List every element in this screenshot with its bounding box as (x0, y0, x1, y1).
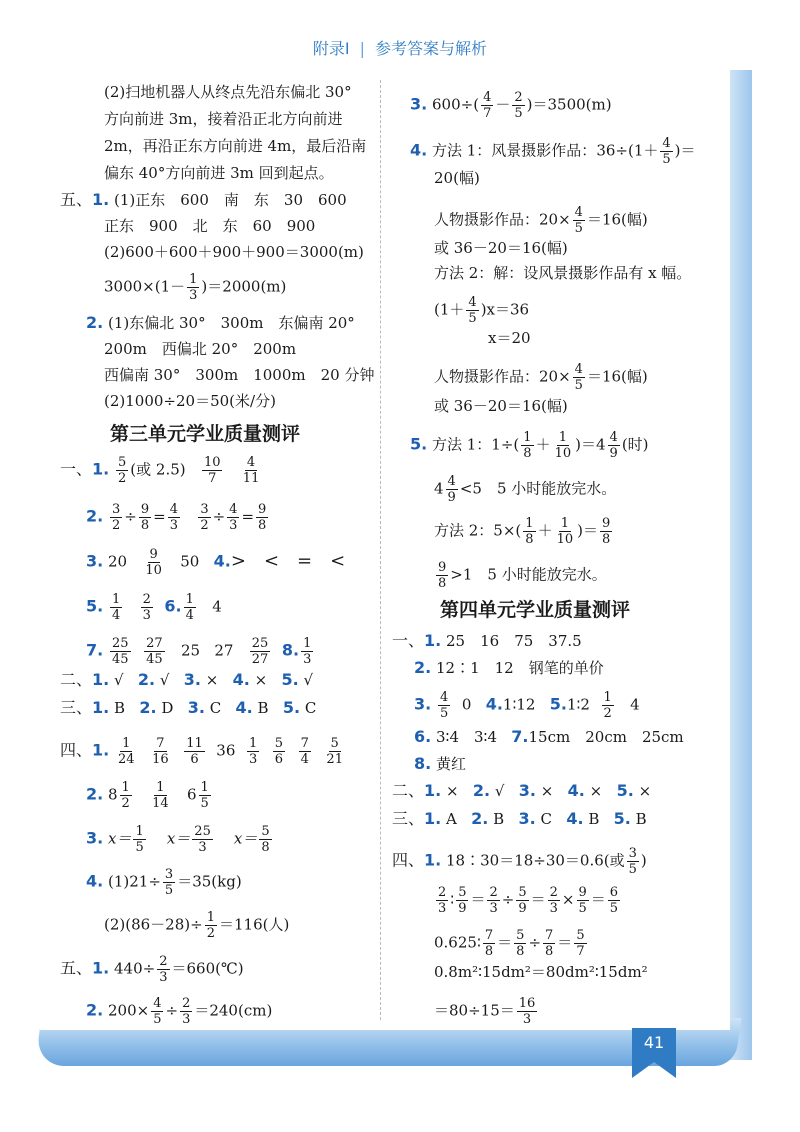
question-number: 3. (187, 698, 205, 717)
answer-text: × (205, 671, 219, 689)
answer-text: 15cm 20cm 25cm (528, 728, 684, 746)
u3-s3 (60, 698, 316, 718)
u3-s4-q2: 2. 8 $\frac{1}{2}$ $\frac{1}{14}$ 6 $\frac{1}{5}$ (86, 780, 209, 811)
left-p2-line2: 方向前进 3m，接着沿正北方向前进 (104, 110, 343, 128)
answer-text: 25 (180, 641, 201, 660)
left-s5-q1-line1 (60, 190, 347, 210)
question-number: 2. (86, 1000, 104, 1020)
question-number: 5. (281, 670, 299, 689)
u4-s1-q3-q5: 3. $\frac{4}{5}$ 0 4.1∶12 5.1∶2 $\frac{1}{2}$ 4 (414, 690, 640, 721)
answer-text: ＝116(人) (218, 915, 290, 934)
section-label: 三、 (392, 809, 425, 828)
header-title: 参考答案与解析 (375, 39, 488, 58)
left-p2-line4: 偏东 40°方向前进 3m 回到起点。 (104, 164, 334, 182)
r-q3: 3. 600÷( $\frac{4}{7}$ － $\frac{2}{5}$ )＝3500(m) (410, 90, 612, 121)
question-number: 5. (86, 596, 104, 616)
answer-text: √ (303, 671, 314, 689)
section-label: 一、 (392, 631, 425, 650)
u3-s1-q5-q6: 5. $\frac{1}{4}$ $\frac{2}{3}$ 6. $\frac{1}{4}$ 4 (86, 592, 222, 623)
answer-text: ＝16(幅) (586, 367, 648, 386)
answer-text: √ (494, 782, 505, 800)
u3-s5-q1: 五、1. 440÷ $\frac{2}{3}$ ＝660(℃) (60, 954, 244, 985)
answer-text: )＝3500(m) (526, 95, 612, 114)
r-q4-line6: (1＋ $\frac{4}{5}$ )x＝36 (434, 295, 530, 326)
left-p2-line3: 2m，再沿正东方向前进 4m，最后沿南 (104, 137, 367, 155)
answer-text: × (446, 782, 459, 800)
question-number: 5. (282, 698, 301, 717)
u4-s1-q6-q7 (414, 727, 684, 747)
question-number: 4. (232, 670, 250, 689)
question-number: 1. (92, 190, 110, 209)
answer-text: B (588, 810, 600, 828)
question-number: 1. (92, 958, 110, 978)
answer-text: B (493, 810, 505, 828)
u4-s4-q1: 四、1. 18∶30＝18÷30＝0.6(或 $\frac{3}{5}$ ) (392, 846, 647, 877)
left-s5-q1-line3: (2)600＋600＋900＋900＝3000(m) (104, 243, 364, 261)
question-number: 2. (86, 506, 104, 526)
answer-text: 4 (434, 479, 444, 498)
header-separator: | (359, 39, 366, 58)
answer-text: 方法 1：风景摄影作品：36÷(1＋ (432, 141, 659, 160)
u4-s1-q1 (392, 631, 582, 651)
fraction: $\frac{10}{7}$ (203, 455, 221, 486)
answer-text: ) (640, 851, 647, 870)
answer-text: ＝16(幅) (586, 210, 648, 229)
answer-text: 3∶4 3∶4 (436, 728, 497, 746)
column-divider (380, 80, 381, 1020)
answer-text: 4 (212, 597, 222, 616)
question-number: 3. (518, 809, 536, 828)
question-number: 8. (281, 640, 300, 660)
answer-text: (1)21÷ (108, 872, 161, 891)
question-number: 2. (472, 781, 491, 800)
answer-text: 1∶12 (502, 695, 536, 714)
answer-text: 440÷ (114, 959, 156, 978)
question-number: 4. (86, 871, 104, 891)
question-number: 1. (92, 698, 110, 717)
answer-text: 黄红 (436, 755, 467, 773)
answer-text: ＝240(cm) (194, 1001, 273, 1020)
answer-text: 20 (108, 552, 128, 571)
answer-text: x＝ (166, 829, 191, 848)
question-number: 5. (549, 694, 567, 714)
answer-text: 方法 2：5×( (434, 521, 522, 540)
unit3-title: 第三单元学业质量测评 (110, 423, 301, 445)
section-label: 三、 (60, 698, 93, 717)
u3-s1-q1 (60, 455, 263, 486)
running-header (0, 36, 800, 59)
answer-text: (或 2.5) (130, 460, 186, 479)
answer-text: 36 (216, 741, 236, 760)
question-number: 1. (92, 670, 110, 689)
answer-text: ÷ (165, 1001, 179, 1020)
question-number: 6. (164, 596, 182, 616)
answer-text: )x＝36 (480, 300, 530, 319)
u4-s4-line5: ＝80÷15＝ $\frac{16}{3}$ (434, 996, 536, 1027)
answer-text: 27 (214, 641, 234, 660)
answer-text: 18∶30＝18÷30＝0.6(或 (446, 851, 625, 870)
question-number: 3. (414, 694, 432, 714)
answer-text: C (209, 699, 222, 717)
answer-text: B (114, 699, 126, 717)
answer-text: (1)东偏北 30° 300m 东偏南 20° (108, 314, 355, 332)
question-number: 3. (86, 828, 104, 848)
answer-text: C (304, 699, 317, 717)
u4-s1-q2 (414, 658, 604, 678)
section-label: 五、 (60, 190, 93, 209)
question-number: 3. (86, 551, 104, 571)
question-number: 4. (410, 140, 428, 160)
answer-text: ＝ (530, 890, 546, 909)
answer-text: ＝35(kg) (177, 872, 242, 891)
question-number: 2. (471, 809, 489, 828)
answer-text: × (254, 671, 268, 689)
left-s5-q2-line1 (86, 313, 355, 333)
answer-text: 6 (187, 785, 197, 804)
answer-text: 人物摄影作品：20× (434, 210, 571, 229)
left-s5-q1-line2: 正东 900 北 东 60 900 (104, 217, 316, 235)
left-s5-q2-line4: (2)1000÷20＝50(米/分) (104, 392, 276, 410)
answer-text: ＝ (497, 933, 513, 952)
answer-text: 1∶2 (566, 695, 590, 714)
question-number: 2. (414, 658, 432, 677)
answer-text: 600÷( (432, 95, 480, 114)
question-number: 4. (567, 781, 585, 800)
r-q4-line9: 或 36－20＝16(幅) (434, 397, 568, 415)
section-label: 四、 (60, 740, 93, 760)
r-q5-line1: 5. 方法 1：1÷( $\frac{1}{8}$ ＋ $\frac{1}{10}$ )＝4 $\frac{4}{9}$ (时) (410, 430, 649, 461)
answer-text: D (161, 699, 174, 717)
question-number: 4. (485, 694, 503, 714)
answer-text: >1 5 小时能放完水。 (450, 565, 607, 584)
answer-text: ＋ (537, 521, 553, 540)
answer-text: 方法 1：1÷( (432, 435, 520, 454)
question-number: 5. (410, 434, 428, 454)
answer-text: √ (159, 671, 170, 689)
r-q4-line4: 或 36－20＝16(幅) (434, 239, 568, 257)
answer-text: B (635, 810, 647, 828)
left-p2-line1: (2)扫地机器人从终点先沿东偏北 30° (104, 83, 352, 101)
question-number: 2. (139, 698, 157, 717)
question-number: 2. (137, 670, 156, 689)
question-number: 5. (613, 809, 631, 828)
answer-text: )＝4 (575, 435, 606, 454)
fraction: $\frac{4}{11}$ (242, 455, 260, 486)
header-appendix: 附录Ⅰ (312, 39, 350, 58)
answer-text: > < = < (230, 550, 346, 572)
u3-s1-q2: 2. $\frac{3}{2}$ ÷ $\frac{9}{8}$ = $\frac{4}{3}$ $\frac{3}{2}$ ÷ $\frac{4}{3}$ = $\frac{9}{8}$ (86, 502, 267, 533)
u4-s3 (392, 809, 647, 829)
section-label: 一、 (60, 459, 93, 479)
question-number: 3. (410, 94, 428, 114)
u4-s4-line2: $\frac{2}{3}$ ∶ $\frac{5}{9}$ ＝ $\frac{2}{3}$ ÷ $\frac{5}{9}$ ＝ $\frac{2}{3}$ × $\frac{9}{5}$ ＝ $\frac{6}{5}$ (438, 885, 619, 916)
unit4-title: 第四单元学业质量测评 (440, 599, 631, 621)
question-number: 2. (86, 313, 104, 332)
u3-s4-q4-line2: (2)(86－28)÷ $\frac{1}{2}$ ＝116(人) (104, 910, 290, 941)
answer-text: 25 16 75 37.5 (446, 632, 582, 650)
question-number: 5. (616, 781, 634, 800)
section-label: 二、 (60, 670, 93, 689)
answer-text: 0 (461, 695, 472, 714)
question-number: 1. (424, 781, 442, 800)
answer-text: 4 (630, 695, 640, 714)
u4-s2 (392, 781, 651, 801)
answer-text: ÷ (528, 933, 542, 952)
answer-text: 12∶1 12 钢笔的单价 (436, 659, 604, 677)
u3-s5-q2: 2. 200× $\frac{4}{5}$ ÷ $\frac{2}{3}$ ＝240(cm) (86, 996, 273, 1027)
answer-text: (1)正东 600 南 东 30 600 (114, 191, 347, 209)
answer-text: × (540, 782, 554, 800)
left-s5-q2-line2: 200m 西偏北 20° 200m (104, 340, 297, 358)
section-label: 四、 (392, 850, 425, 870)
answer-text: ＝80÷15＝ (434, 1001, 515, 1020)
question-number: 4. (235, 698, 253, 717)
question-number: 1. (424, 809, 442, 828)
r-q4-line5: 方法 2：解：设风景摄影作品有 x 幅。 (434, 264, 692, 282)
answer-text: 50 (180, 552, 200, 571)
r-q5-line4: $\frac{9}{8}$ >1 5 小时能放完水。 (438, 560, 607, 591)
answer-text: ＝ (590, 890, 606, 909)
u3-s1-q7-q8: 7. $\frac{25}{45}$ $\frac{27}{45}$ 25 27 $\frac{25}{27}$ 8. $\frac{1}{3}$ (86, 636, 312, 667)
fraction: $\frac{5}{2}$ (118, 455, 127, 486)
answer-text: ＋ (535, 435, 551, 454)
question-number: 3. (183, 670, 201, 689)
answer-text: ∶ (450, 890, 455, 909)
question-number: 4. (213, 551, 231, 571)
answer-text: × (638, 782, 652, 800)
question-number: 7. (511, 727, 529, 746)
question-number: 3. (518, 781, 536, 800)
question-number: 7. (86, 640, 104, 660)
r-q5-line3: 方法 2：5×( $\frac{1}{8}$ ＋ $\frac{1}{10}$ )＝ $\frac{9}{8}$ (434, 516, 611, 547)
answer-text: 0.625∶ (434, 933, 481, 952)
answer-text: )＝2000(m) (201, 277, 287, 296)
answer-text: x＝ (108, 829, 132, 848)
answer-text: 3000×(1－ (104, 277, 186, 296)
answer-text: (2)(86－28)÷ (104, 915, 203, 934)
r-q4-line7: x＝20 (488, 329, 531, 347)
u3-s1-q3-q4: 3. 20 $\frac{9}{10}$ 50 4.> < = < (86, 547, 346, 578)
r-q4-line1: 4. 方法 1：风景摄影作品：36÷(1＋ $\frac{4}{5}$ )＝ (410, 136, 696, 167)
question-number: 1. (92, 459, 110, 479)
answer-text: A (446, 810, 457, 828)
answer-text: 8 (108, 785, 118, 804)
answer-text: × (589, 782, 603, 800)
r-q4-line2: 20(幅) (434, 169, 480, 187)
answer-text: 200× (108, 1001, 150, 1020)
question-number: 8. (414, 754, 432, 773)
u3-s2 (60, 670, 313, 690)
answer-text: C (540, 810, 552, 828)
answer-text: ＝660(℃) (171, 959, 244, 978)
u4-s4-line3: 0.625∶ $\frac{7}{8}$ ＝ $\frac{5}{8}$ ÷ $\frac{7}{8}$ ＝ $\frac{5}{7}$ (434, 928, 585, 959)
answer-text: × (561, 890, 575, 909)
u4-s4-line4: 0.8m²∶15dm²＝80dm²∶15dm² (434, 963, 648, 981)
question-number: 1. (424, 850, 442, 870)
left-s5-q2-line3: 西偏南 30° 300m 1000m 20 分钟 (104, 366, 375, 384)
r-q5-line2: 4 $\frac{4}{9}$ <5 5 小时能放完水。 (434, 474, 617, 505)
answer-text: ＝ (557, 933, 573, 952)
left-s5-q1-line4 (104, 272, 286, 303)
answer-text: x＝ (233, 829, 258, 848)
answer-text: 人物摄影作品：20× (434, 367, 571, 386)
answer-text: )＝ (577, 521, 598, 540)
question-number: 2. (86, 784, 104, 804)
section-label: 二、 (392, 781, 425, 800)
u3-s4-q4-line1: 4. (1)21÷ $\frac{3}{5}$ ＝35(kg) (86, 867, 242, 898)
r-q4-line3: 人物摄影作品：20× $\frac{4}{5}$ ＝16(幅) (434, 205, 648, 236)
u4-s1-q8 (414, 754, 466, 774)
question-number: 1. (424, 631, 442, 650)
answer-text: √ (114, 671, 124, 689)
answer-text: <5 5 小时能放完水。 (459, 479, 617, 498)
r-q4-line8: 人物摄影作品：20× $\frac{4}{5}$ ＝16(幅) (434, 362, 648, 393)
answer-text: － (495, 95, 511, 114)
u3-s4-q1: 四、1. $\frac{1}{24}$ $\frac{7}{16}$ $\frac{11}{6}$ 36 $\frac{1}{3}$ $\frac{5}{6}$ $\frac{7}{4}$ $\frac{5}{21}$ (60, 736, 343, 767)
answer-text: )＝ (674, 141, 696, 160)
question-number: 6. (414, 727, 432, 746)
answer-text: (1＋ (434, 300, 465, 319)
u3-s4-q3: 3. x＝ $\frac{1}{5}$ x＝ $\frac{25}{3}$ x＝ $\frac{5}{8}$ (86, 824, 270, 855)
question-number: 4. (566, 809, 584, 828)
section-label: 五、 (60, 958, 93, 978)
answer-text: (时) (621, 435, 649, 454)
answer-text: ÷ (501, 890, 515, 909)
answer-text: ＝ (470, 890, 486, 909)
answer-text: B (257, 699, 269, 717)
question-number: 1. (92, 740, 110, 760)
page-number: 41 (632, 1028, 676, 1062)
fraction: $\frac{1}{3}$ (189, 272, 198, 303)
